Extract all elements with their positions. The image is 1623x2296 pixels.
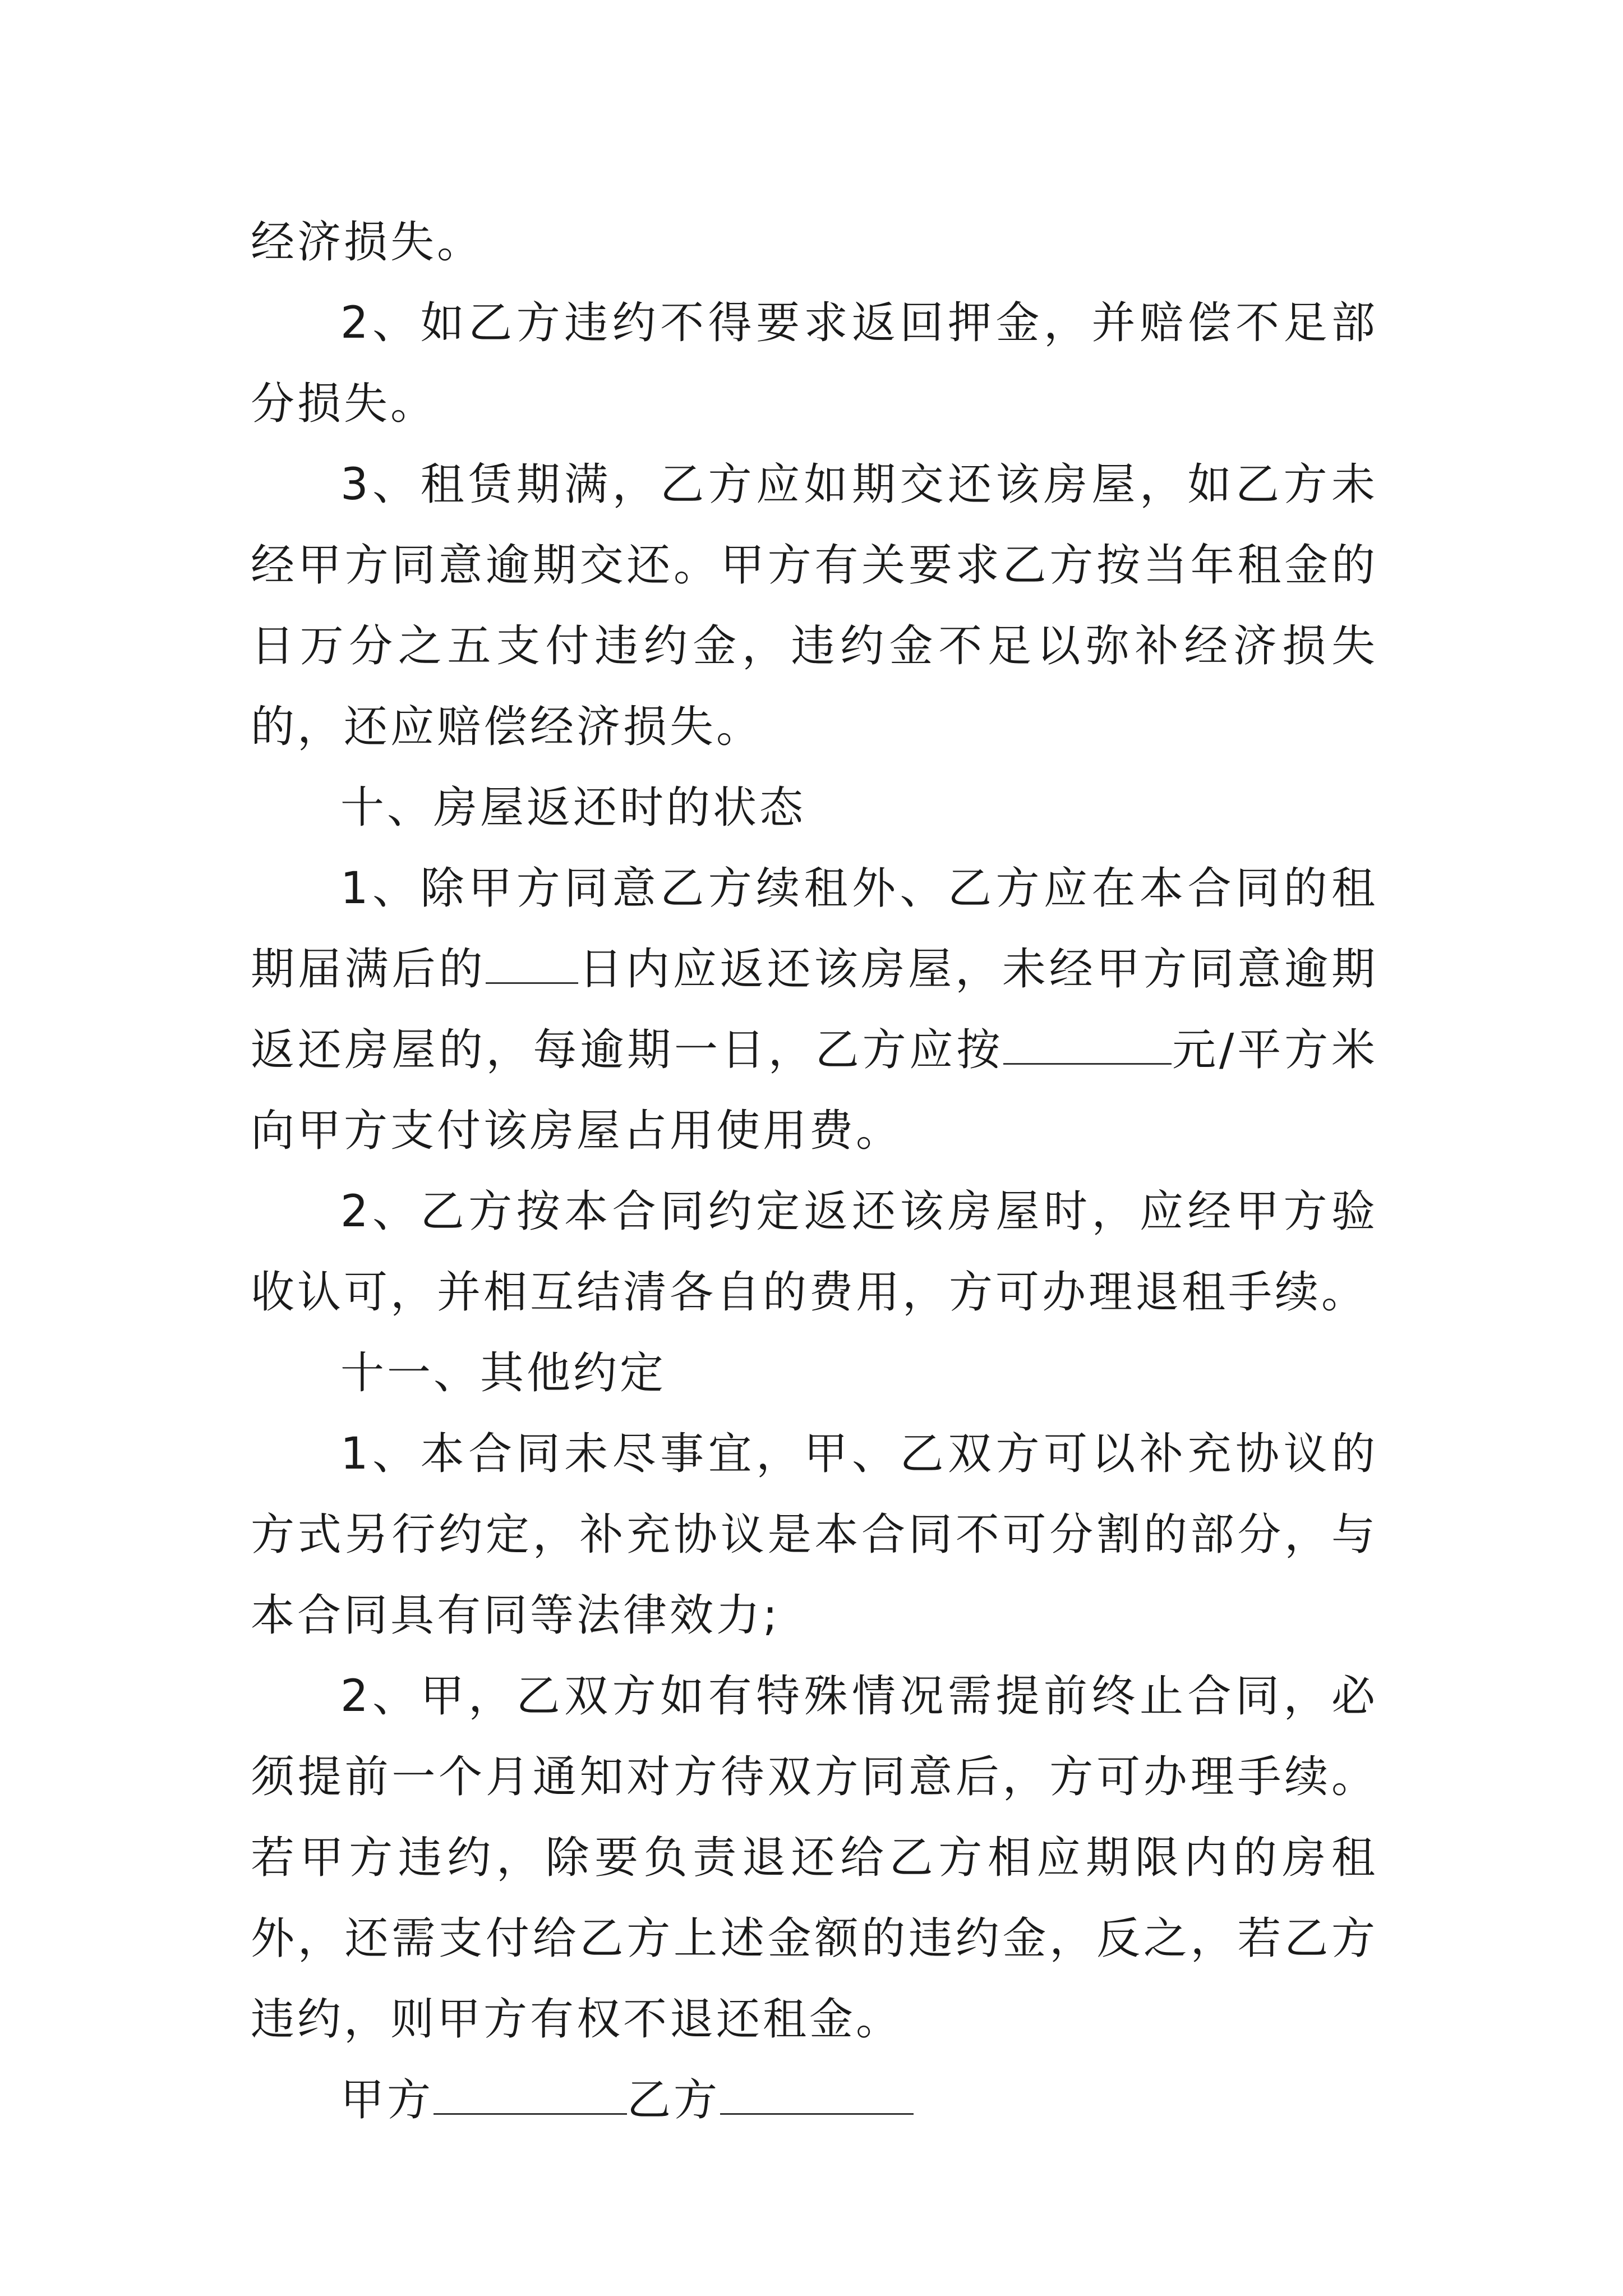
paragraph-other-clause-2: 2、甲，乙双方如有特殊情况需提前终止合同，必须提前一个月通知对方待双方同意后，方可办理手续。若甲方违约，除要负责退还给乙方相应期限内的房租外，还需支付给乙方上述金额的违约金，反之，若乙方违约，则甲方有权不退还租金。	[251, 1671, 1378, 2045]
fee-blank-field[interactable]	[1003, 1028, 1172, 1065]
return-clause-text-c: 元/平方米向甲方支付该房屋占用使用费。	[251, 1025, 1378, 1156]
party-b-label: 乙方	[627, 2075, 721, 2125]
paragraph-clause-2: 2、如乙方违约不得要求返回押金，并赔偿不足部分损失。	[251, 298, 1378, 429]
section-heading-11: 十一、其他约定	[340, 1348, 667, 1398]
return-clause-text-b: 日内应返还该房屋，未经甲方同意逾期返还房屋的，每逾期一日，乙方应按	[251, 944, 1378, 1075]
section-heading-10: 十、房屋返还时的状态	[340, 783, 806, 833]
document-body	[251, 202, 1378, 2141]
party-b-signature-field[interactable]	[720, 2078, 914, 2115]
days-blank-field[interactable]	[486, 947, 578, 984]
party-a-signature-field[interactable]	[434, 2078, 627, 2115]
signature-line	[251, 2060, 1378, 2141]
paragraph-clause-3: 3、租赁期满，乙方应如期交还该房屋，如乙方未经甲方同意逾期交还。甲方有关要求乙方按当年租金的日万分之五支付违约金，违约金不足以弥补经济损失的，还应赔偿经济损失。	[251, 459, 1378, 752]
paragraph-return-clause-2: 2、乙方按本合同约定返还该房屋时，应经甲方验收认可，并相互结清各自的费用，方可办理退租手续。	[251, 1186, 1378, 1318]
party-a-label: 甲方	[340, 2075, 434, 2125]
paragraph-return-clause-1	[251, 848, 1378, 1171]
paragraph-other-clause-1: 1、本合同未尽事宜，甲、乙双方可以补充协议的方式另行约定，补充协议是本合同不可分割的部分，与本合同具有同等法律效力;	[251, 1429, 1378, 1641]
paragraph-continuation: 经济损失。	[251, 217, 484, 268]
return-clause-text-a: 1、除甲方同意乙方续租外、乙方应在本合同的租期届满后的	[251, 863, 1378, 995]
